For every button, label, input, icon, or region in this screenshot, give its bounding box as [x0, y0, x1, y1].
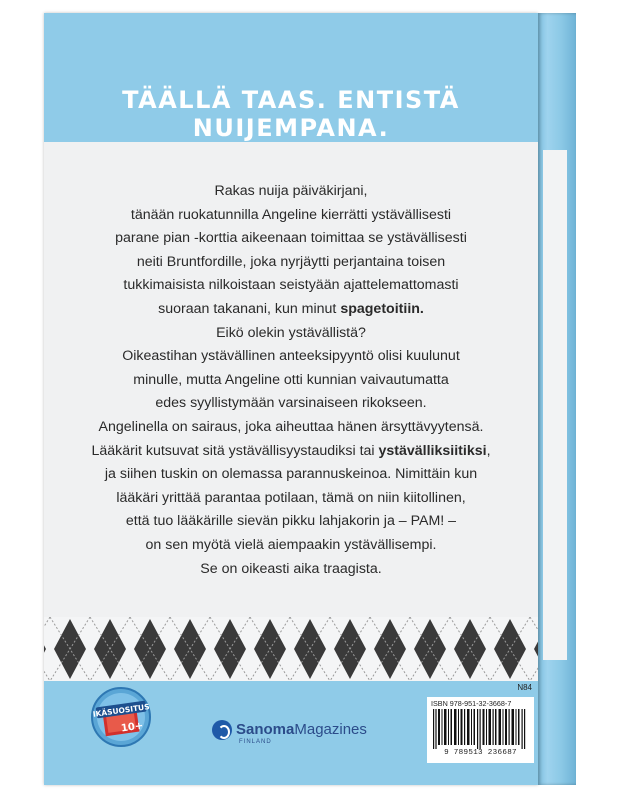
- barcode-area: [427, 683, 534, 763]
- publisher-logo: [212, 718, 372, 748]
- blurb-line: ja siihen tuskin on olemassa parannuskeinoa. Nimittäin kun: [104, 466, 478, 483]
- blurb-line: [44, 440, 538, 464]
- blurb-line: lääkäri yrittää parantaa potilaan, tämä on niin kiitollinen,: [116, 489, 466, 506]
- barcode-digits: 9 789513 236687: [444, 749, 517, 757]
- blurb-line: että tuo lääkärille sievän pikku lahjakorin ja – PAM! –: [125, 513, 457, 530]
- blurb-line: minulle, mutta Angeline otti kunnian vaivautumatta: [133, 371, 449, 388]
- blurb-bold-word: spagetoitiin.: [340, 300, 424, 317]
- blurb-text-run: ,: [486, 442, 491, 459]
- blurb-line: Oikeastihan ystävällinen anteeksipyyntö olisi kuulunut: [122, 348, 460, 365]
- blurb-line: Eikö olekin ystävällistä?: [216, 324, 366, 341]
- blurb-line: Rakas nuija päiväkirjani,: [214, 183, 368, 199]
- blurb-text-run: Lääkärit kutsuvat sitä ystävällisyystaudiksi tai: [91, 442, 379, 459]
- blurb-line: Angelinella on sairaus, joka aiheuttaa hänen ärsyttävyytensä.: [98, 418, 484, 435]
- publisher-name-bold: Sanoma: [236, 721, 295, 738]
- blurb-text-run: suoraan takanani, kun minut: [158, 300, 341, 317]
- blurb-line: parane pian -korttia aikeenaan toimittaa se ystävällisesti: [115, 230, 467, 247]
- argyle-pattern-band: [44, 617, 538, 681]
- sanoma-logo-icon: [212, 720, 232, 740]
- isbn-number: ISBN 978-951-32-3668-7: [431, 699, 512, 708]
- blurb-line: tukkimaisista nilkoistaan seistyään ajattelemattomasti: [123, 277, 459, 294]
- publisher-name-light: Magazines: [294, 721, 367, 738]
- barcode-icon: [433, 709, 528, 749]
- badge-age: 10+: [120, 720, 145, 735]
- cover-headline: TÄÄLLÄ TAAS. ENTISTÄ NUIJEMPANA.: [122, 86, 460, 142]
- isbn-block: [427, 697, 534, 763]
- age-recommendation-badge: [90, 686, 152, 748]
- book-badge-icon: [90, 686, 152, 748]
- blurb-text: [44, 180, 538, 581]
- badge-label: IKÄSUOSITUS: [92, 702, 151, 719]
- blurb-line: neiti Bruntfordille, joka nyrjäytti perjantaina toisen: [136, 253, 446, 270]
- blurb-bold-word: ystävälliksiitiksi: [378, 442, 487, 459]
- product-code: N84: [517, 683, 532, 692]
- spine-white-band: [543, 150, 567, 660]
- blurb-line: Se on oikeasti aika traagista.: [200, 560, 382, 577]
- publisher-name: [236, 721, 367, 738]
- blurb-line: on sen myötä vielä aiempaakin ystävällisempi.: [145, 536, 437, 553]
- blurb-line: edes syyllistymään varsinaiseen rikokseen.: [155, 395, 427, 412]
- blurb-line: tänään ruokatunnilla Angeline kierrätti ystävällisesti: [130, 206, 452, 223]
- argyle-diamonds: [44, 617, 538, 681]
- blurb-line: [44, 298, 538, 322]
- publisher-country: FINLAND: [239, 739, 272, 745]
